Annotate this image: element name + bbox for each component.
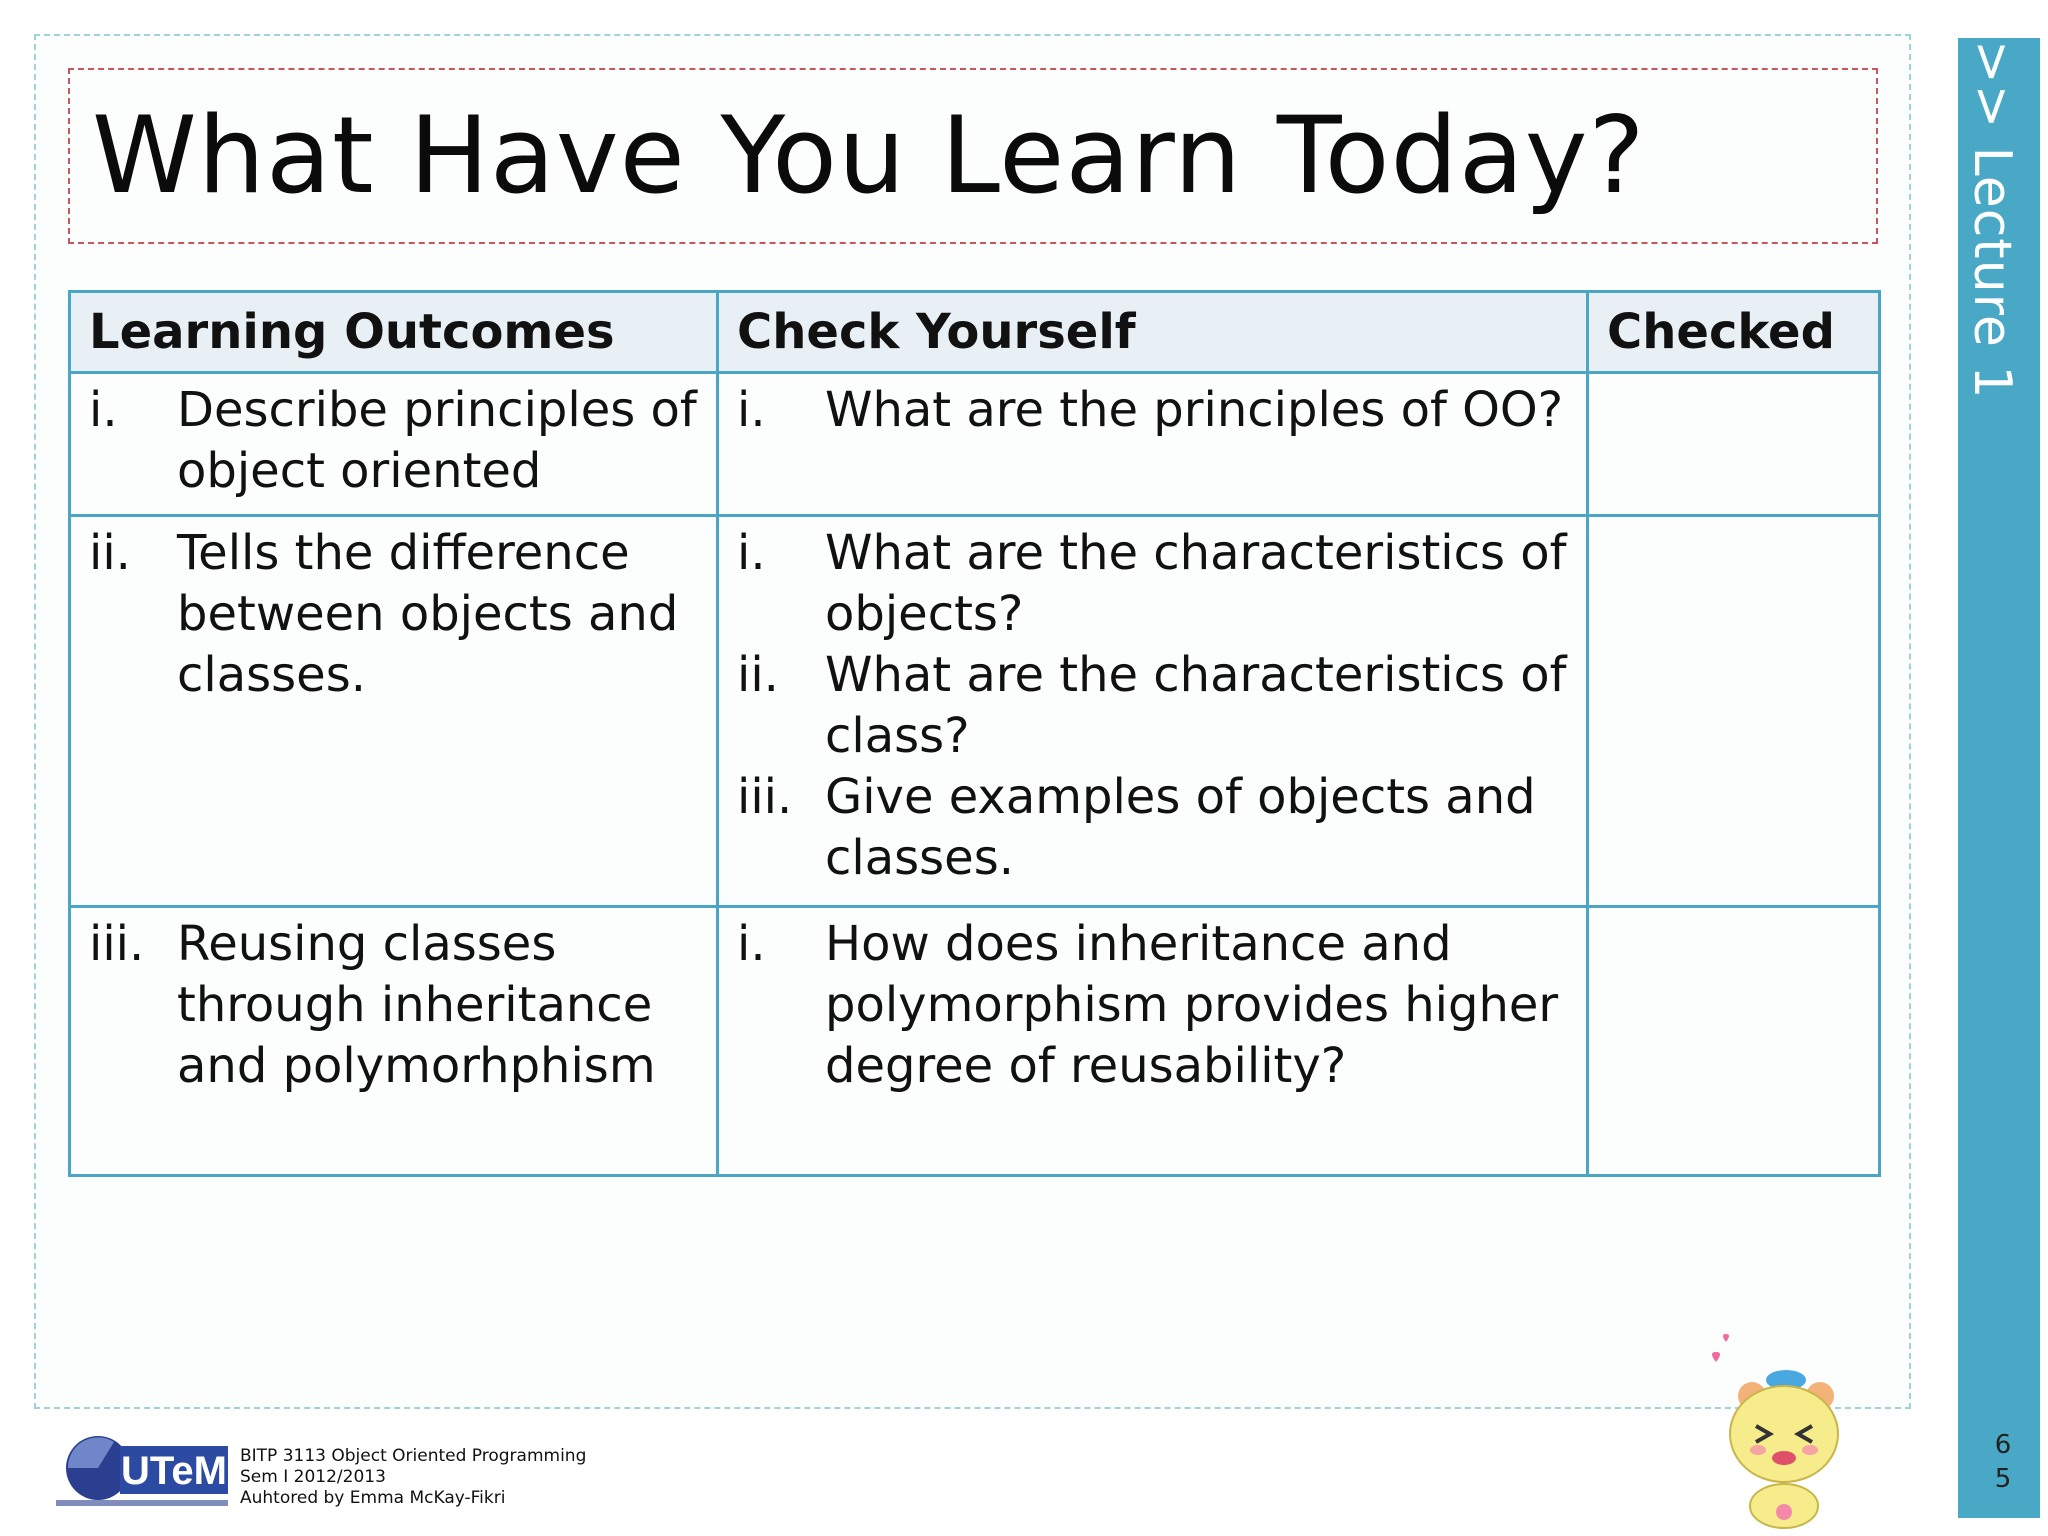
lecture-label: >> Lecture 1 xyxy=(1962,40,2022,400)
checked-cell[interactable] xyxy=(1588,907,1880,1176)
learning-outcomes-table xyxy=(68,290,1881,1177)
table-header-row xyxy=(70,292,1880,373)
outcome-item xyxy=(89,914,698,1097)
slide-title: What Have You Learn Today? xyxy=(92,94,1646,217)
checked-cell[interactable] xyxy=(1588,516,1880,907)
table-row xyxy=(70,907,1880,1176)
item-number: i. xyxy=(737,382,766,438)
outcome-text: Tells the difference between objects and classes. xyxy=(177,525,679,703)
outcome-cell xyxy=(70,516,718,907)
page-number: 6 5 xyxy=(1994,1430,2012,1494)
outcome-item xyxy=(89,523,698,706)
check-item xyxy=(737,767,1568,889)
check-question: What are the characteristics of class? xyxy=(825,647,1567,764)
item-number: iii. xyxy=(737,769,793,825)
check-cell xyxy=(718,907,1588,1176)
mascot-illustration xyxy=(1700,1334,1860,1530)
outcome-text: Reusing classes through inheritance and polymorhphism xyxy=(177,916,656,1094)
checked-cell[interactable] xyxy=(1588,373,1880,516)
check-question: How does inheritance and polymorphism provides higher degree of reusability? xyxy=(825,916,1559,1094)
header-learning-outcomes: Learning Outcomes xyxy=(70,292,718,373)
check-item xyxy=(737,380,1568,441)
outcome-cell xyxy=(70,907,718,1176)
check-item xyxy=(737,523,1568,645)
item-number: i. xyxy=(737,525,766,581)
item-number: i. xyxy=(737,916,766,972)
utem-logo xyxy=(54,1428,230,1512)
item-number: i. xyxy=(89,382,118,438)
table-row xyxy=(70,516,1880,907)
outcome-item xyxy=(89,380,698,502)
item-number: ii. xyxy=(737,647,779,703)
check-cell xyxy=(718,516,1588,907)
item-number: ii. xyxy=(89,525,131,581)
item-number: iii. xyxy=(89,916,145,972)
course-name: BITP 3113 Object Oriented Programming xyxy=(240,1446,587,1466)
check-question: What are the characteristics of objects? xyxy=(825,525,1567,642)
logo-text: UTeM xyxy=(121,1449,227,1493)
outcome-cell xyxy=(70,373,718,516)
author: Auhtored by Emma McKay-Fikri xyxy=(240,1488,506,1508)
check-item xyxy=(737,645,1568,767)
check-question: What are the principles of OO? xyxy=(825,382,1564,438)
outcome-text: Describe principles of object oriented xyxy=(177,382,697,499)
check-item xyxy=(737,914,1568,1097)
semester: Sem I 2012/2013 xyxy=(240,1467,386,1487)
course-footer xyxy=(240,1446,586,1509)
header-check-yourself: Check Yourself xyxy=(718,292,1588,373)
table-row xyxy=(70,373,1880,516)
check-question: Give examples of objects and classes. xyxy=(825,769,1536,886)
check-cell xyxy=(718,373,1588,516)
header-checked: Checked xyxy=(1588,292,1880,373)
